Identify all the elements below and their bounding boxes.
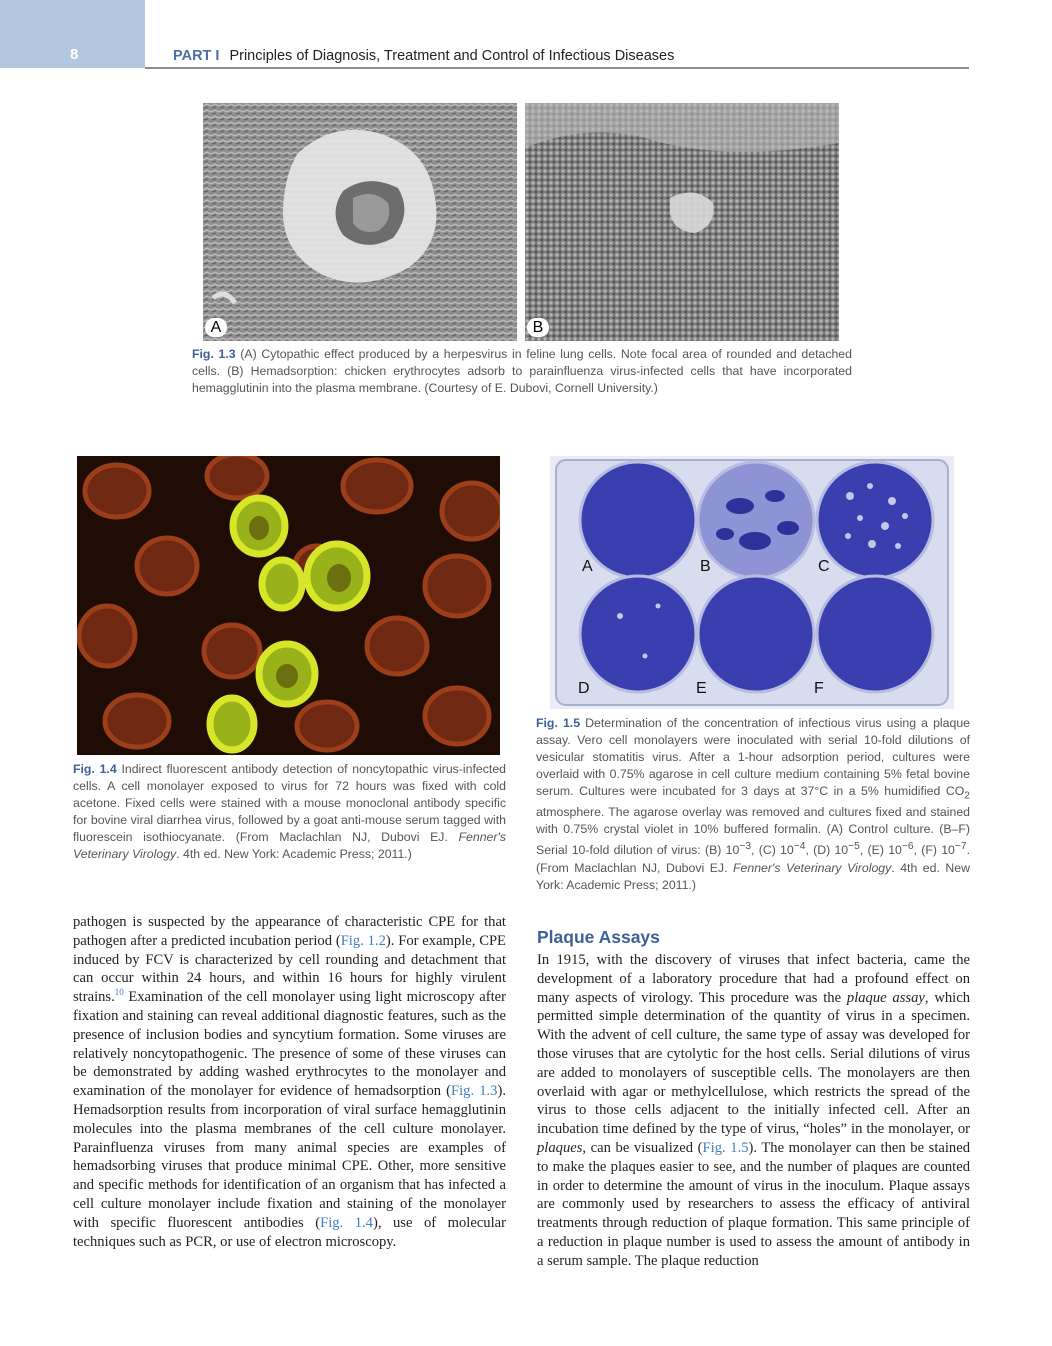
header-rule bbox=[145, 67, 969, 69]
fig-1-2-link[interactable]: Fig. 1.2 bbox=[340, 932, 386, 949]
sep-e: , (E) 10 bbox=[859, 843, 902, 858]
exponent-e: −6 bbox=[901, 841, 914, 853]
exponent-b: −3 bbox=[739, 841, 752, 853]
fig-1-5-caption-book: Fenner's Veterinary Virology bbox=[733, 860, 892, 875]
exponent-f: −7 bbox=[954, 841, 967, 853]
fig-1-4-caption-text: Indirect fluorescent antibody detection of noncytopathic virus-infected cells. A cell monolayer exposed to virus for 72 hours was fixed with cold acetone. Fixed cells were stained with a mouse monoclonal antibody specific for bovine viral diarrhea virus, followed by a goat anti-mouse serum tagged with fluorescein isothiocyanate. (From Maclachlan NJ, Dubovi EJ. bbox=[73, 762, 506, 844]
right-body-column bbox=[537, 951, 970, 1271]
fig-1-3-link[interactable]: Fig. 1.3 bbox=[451, 1083, 498, 1100]
page-number: 8 bbox=[70, 46, 79, 63]
fig-1-4-label: Fig. 1.4 bbox=[73, 762, 117, 776]
fig-1-5-well-a: A bbox=[582, 558, 593, 575]
fig-1-5-link[interactable]: Fig. 1.5 bbox=[702, 1139, 749, 1156]
fig-1-4-caption-end: . 4th ed. New York: Academic Press; 2011.) bbox=[176, 847, 412, 861]
fig-1-5-image bbox=[550, 456, 954, 709]
right-text-4: ). The monolayer can then be stained to make the plaques easier to see, and the number of plaques are counted in order to determine the amount of virus in the inoculum. Plaque assays are commonly used by researchers to assess the efficacy of antiviral treatments through reduction of plaque formation. This same principle of a reduction in plaque number is used to assess the amount of antibody in a serum sample. The plaque reduction bbox=[537, 1139, 970, 1269]
fig-1-3-panel-a-letter: A bbox=[205, 318, 227, 337]
fig-1-3-panel-b-image bbox=[525, 103, 839, 341]
left-text-3: Examination of the cell monolayer using light microscopy after fixation and staining can reveal additional diagnostic features, such as the presence of inclusion bodies and syncytium formation. Some viruses are relatively noncytopathogenic. The presence of some of these viruses can be demonstrated by adding washed erythrocytes to the monolayer and examination of the monolayer for evidence of hemadsorption ( bbox=[73, 989, 506, 1100]
fig-1-5-well-e: E bbox=[696, 680, 707, 697]
sep-d: , (D) 10 bbox=[805, 843, 849, 858]
fig-1-3-panel-b-letter: B bbox=[527, 318, 549, 337]
fig-1-5-well-f: F bbox=[814, 680, 824, 697]
running-title: Principles of Diagnosis, Treatment and Control of Infectious Diseases bbox=[229, 48, 675, 64]
fig-1-5-well-b: B bbox=[700, 558, 711, 575]
left-text-4: ). Hemadsorption results from incorporation of viral surface hemagglutinin molecules into the plasma membranes of the cell culture monolayer. Parainfluenza viruses from many animal species are examples of hemadsorbing viruses that produce minimal CPE. Other, more sensitive and specific methods for identification of an organism that has infected a cell culture monolayer include fixation and staining of the monolayer with specific fluorescent antibodies ( bbox=[73, 1083, 506, 1231]
sep-f: , (F) 10 bbox=[913, 843, 955, 858]
running-header bbox=[173, 48, 674, 64]
term-plaque-assay: plaque assay bbox=[846, 989, 925, 1006]
right-text-1: In 1915, with the discovery of viruses that infect bacteria, came the development of a laboratory procedure that had a profound effect on many aspects of virology. This procedure was the bbox=[537, 952, 970, 1006]
reference-10-link[interactable]: 10 bbox=[114, 987, 124, 998]
fig-1-4-link[interactable]: Fig. 1.4 bbox=[320, 1214, 373, 1231]
left-body-column bbox=[73, 913, 506, 1251]
right-text-2: , which permitted simple determination of the quantity of virus in a specimen. With the advent of cell culture, the same type of assay was developed for those viruses that are cytolytic for the host cells. Serial dilutions of virus are added to monolayers of susceptible cells. The monolayers are then overlaid with agar or methylcellulose, which restricts the spread of the virus to those cells adjacent to the initially infected cell. After an incubation time defined by the type of virus, “holes” in the monolayer, or bbox=[537, 989, 970, 1138]
left-text-2: ). For example, CPE induced by FCV is characterized by cell rounding and detachment that can occur within 24 hours, and within 16 hours for highly virulent strains. bbox=[73, 932, 506, 1006]
right-text-3: , can be visualized ( bbox=[582, 1139, 703, 1156]
fig-1-5-caption bbox=[536, 715, 970, 894]
fig-1-4-caption bbox=[73, 761, 506, 863]
fig-1-3-label: Fig. 1.3 bbox=[192, 347, 236, 361]
fig-1-5-caption-text-2: atmosphere. The agarose overlay was removed and cultures fixed and stained with 0.75% crystal violet in 10% buffered formalin. (A) Control culture. (B–F) Serial 10-fold dilution of virus: (B) 10 bbox=[536, 805, 970, 858]
exponent-d: −5 bbox=[848, 841, 860, 853]
fig-1-5-label: Fig. 1.5 bbox=[536, 716, 581, 730]
fig-1-5-caption-text: Determination of the concentration of infectious virus using a plaque assay. Vero cell monolayers were inoculated with serial 10-fold dilutions of vesicular stomatitis virus. After a 1-hour adsorption period, cultures were overlaid with 0.75% agarose in cell culture medium containing 5% fetal bovine serum. Cultures were incubated for 3 days at 37°C in a 5% humidified CO bbox=[536, 716, 970, 798]
fig-1-3-panel-a-image bbox=[203, 103, 517, 341]
exponent-c: −4 bbox=[793, 841, 806, 853]
fig-1-5-caption-text-3: . (From Maclachlan NJ, Dubovi EJ. bbox=[536, 843, 971, 875]
fig-1-5-caption-end: . 4th ed. New York: Academic Press; 2011.) bbox=[536, 860, 970, 892]
part-label: PART I bbox=[173, 48, 220, 64]
fig-1-3-caption-text: (A) Cytopathic effect produced by a herpesvirus in feline lung cells. Note focal area of rounded and detached cells. (B) Hemadsorption: chicken erythrocytes adsorb to parainfluenza virus-infected cells that have incorporated hemagglutinin into the plasma membrane. (Courtesy of E. Dubovi, Cornell University.) bbox=[192, 347, 852, 395]
right-body-paragraph bbox=[537, 951, 970, 1271]
fig-1-4-caption-book: Fenner's Veterinary Virology bbox=[73, 830, 506, 861]
section-heading-plaque-assays: Plaque Assays bbox=[537, 927, 660, 947]
sep-c: , (C) 10 bbox=[751, 843, 794, 858]
left-text-5: ), use of molecular techniques such as PCR, or use of electron microscopy. bbox=[73, 1214, 506, 1250]
fig-1-3-caption bbox=[192, 346, 852, 397]
term-plaques: plaques bbox=[537, 1139, 583, 1156]
fig-1-5-well-d: D bbox=[578, 680, 590, 697]
fig-1-4-image bbox=[77, 456, 500, 755]
co2-subscript: 2 bbox=[964, 790, 970, 802]
left-body-paragraph bbox=[73, 913, 506, 1251]
fig-1-5-well-c: C bbox=[818, 558, 830, 575]
left-text-1: pathogen is suspected by the appearance of characteristic CPE for that pathogen after a predicted incubation period ( bbox=[73, 914, 506, 949]
